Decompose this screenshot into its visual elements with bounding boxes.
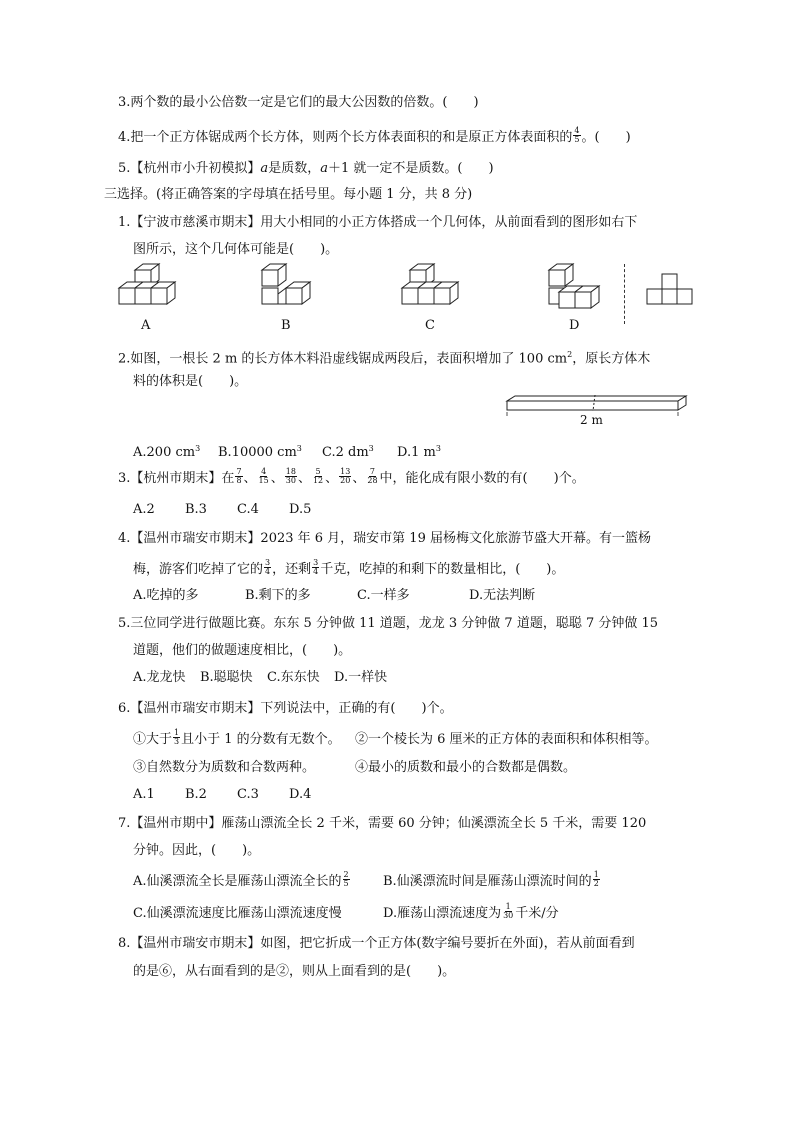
choice-q4-options: A.吃掉的多 B.剩下的多 C.一样多 D.无法判断 — [133, 588, 536, 603]
choice-q6-options: A.1 B.2 C.3 D.4 — [133, 787, 312, 802]
fraction: $\frac{3}{4}$ — [313, 558, 319, 576]
choice-q8-line2: 的是⑥，从右面看到的是②，则从上面看到的是( )。 — [133, 964, 456, 979]
choice-q7-line2: 分钟。因此，( )。 — [133, 843, 261, 858]
choice-q3-options: A.2 B.3 C.4 D.5 — [133, 502, 312, 517]
choice-q3: 3.【杭州市期末】在 $\frac{7}{8}$ 、 $\frac{4}{15}$ 、 $\frac{18}{30}$ 、 $\frac{5}{12}$ 、 $\frac{13}{20}$ 、 $\frac{7}{28}$ 中，能化成有限小数的有( )个。 — [118, 467, 585, 486]
fraction: $\frac{4}{5}$ — [574, 126, 580, 144]
front-view-figure — [646, 272, 696, 308]
figure-label-b: B — [281, 318, 291, 333]
choice-q1-line2: 图所示，这个几何体可能是( )。 — [133, 242, 339, 257]
choice-q8-line1: 8.【温州市瑞安市期末】如图，把它折成一个正方体(数字编号要折在外面)，若从前面看到 — [118, 936, 635, 951]
choice-q6: 6.【温州市瑞安市期末】下列说法中，正确的有( )个。 — [118, 701, 453, 716]
judge-q4: 4.把一个正方体锯成两个长方体，则两个长方体表面积的和是原正方体表面积的 $\frac{4}{5}$ 。( ) — [118, 126, 631, 145]
cube-figure-d — [545, 268, 615, 313]
fraction: $\frac{5}{12}$ — [312, 467, 324, 485]
choice-q4-line1: 4.【温州市瑞安市期末】2023 年 6 月，瑞安市第 19 届杨梅文化旅游节盛大开幕。有一篮杨 — [118, 531, 651, 546]
option-b: B.10000 cm3 — [218, 444, 302, 461]
choice-q2-options — [133, 439, 441, 463]
choice-q5-options: A.龙龙快 B.聪聪快 C.东东快 D.一样快 — [133, 670, 388, 685]
choice-q4-line2: 梅，游客们吃掉了它的 $\frac{3}{4}$ ，还剩 $\frac{3}{4}$ 千克，吃掉的和剩下的数量相比，( )。 — [133, 558, 565, 577]
divider-dashed — [624, 264, 625, 324]
judge-q5: 5.【杭州市小升初模拟】a是质数，a＋1 就一定不是质数。( ) — [118, 161, 494, 176]
figure-label-a: A — [141, 318, 151, 333]
fraction: $\frac{1}{30}$ — [503, 902, 514, 920]
figure-label-c: C — [425, 318, 435, 333]
fraction: $\frac{2}{5}$ — [343, 870, 349, 888]
option-c: C.2 dm3 — [322, 444, 374, 461]
fraction: $\frac{1}{2}$ — [593, 870, 599, 888]
choice-q6-statements-1: ①大于 $\frac{1}{3}$ 且小于 1 的分数有无数个。 ②一个棱长为 6 厘米的正方体的表面积和体积相等。 — [133, 728, 658, 747]
fraction: $\frac{1}{3}$ — [174, 728, 180, 746]
choice-q1-line1: 1.【宁波市慈溪市期末】用大小相同的小正方体搭成一个几何体，从前面看到的图形如右下 — [118, 215, 638, 230]
choice-q6-statements-2: ③自然数分为质数和合数两种。 ④最小的质数和最小的合数都是偶数。 — [133, 760, 577, 775]
choice-q5-line2: 道题，他们的做题速度相比，( )。 — [133, 643, 352, 658]
judge-q3: 3.两个数的最小公倍数一定是它们的最大公因数的倍数。( ) — [118, 95, 479, 110]
choice-q5-line1: 5.三位同学进行做题比赛。东东 5 分钟做 11 道题，龙龙 3 分钟做 7 道题，聪聪 7 分钟做 15 — [118, 616, 659, 631]
fraction: $\frac{7}{28}$ — [367, 467, 378, 485]
cube-figure-c — [398, 268, 468, 313]
choice-q2-line2: 料的体积是( )。 — [133, 374, 248, 389]
fraction: $\frac{3}{4}$ — [265, 558, 271, 576]
figure-label-d: D — [569, 318, 580, 333]
fraction: $\frac{18}{30}$ — [285, 467, 296, 485]
section-title: 三选择。(将正确答案的字母填在括号里。每小题 1 分，共 8 分) — [104, 187, 473, 202]
choice-q7-options-ab: A.仙溪漂流全长是雁荡山漂流全长的 $\frac{2}{5}$ B.仙溪漂流时间是雁荡山漂流时间的 $\frac{1}{2}$ — [133, 870, 599, 889]
fraction: $\frac{4}{15}$ — [258, 467, 269, 485]
option-d: D.1 m3 — [397, 444, 441, 461]
option-a: A.200 cm3 — [133, 444, 201, 461]
beam-length-label: 2 m — [580, 413, 603, 427]
choice-q7-options-cd: C.仙溪漂流速度比雁荡山漂流速度慢 D.雁荡山漂流速度为 $\frac{1}{30}$ 千米/分 — [133, 902, 559, 921]
choice-q2-line1: 2.如图，一根长 2 m 的长方体木料沿虚线锯成两段后，表面积增加了 100 $cm^2$，原长方体木 — [118, 350, 651, 367]
fraction: $\frac{13}{20}$ — [340, 467, 351, 485]
cube-figure-a — [115, 268, 185, 313]
fraction: $\frac{7}{8}$ — [236, 467, 242, 485]
cube-figure-b — [258, 268, 328, 313]
choice-q7-line1: 7.【温州市期中】雁荡山漂流全长 2 千米，需要 60 分钟；仙溪漂流全长 5 千米，需要 120 — [118, 816, 647, 831]
